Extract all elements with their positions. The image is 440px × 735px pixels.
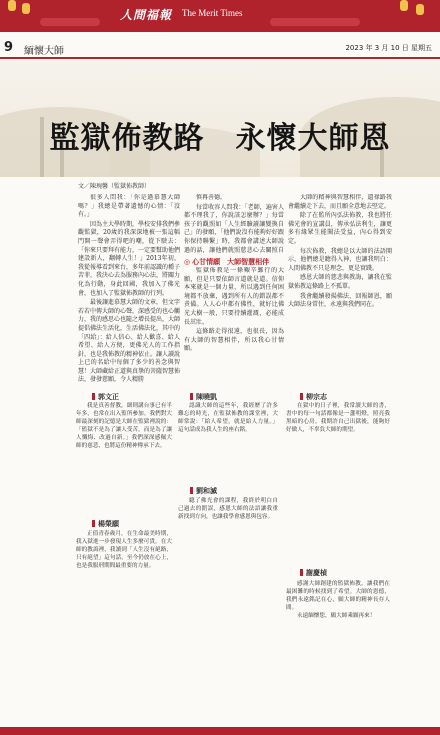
paragraph: 正值青春歲月，在生命最美時期，我入獄進一步發現人生多麼可貴。在大師的教誨裡，我讀到「人生沒有絕路，只有絕望」這句話，至今仍放在心上，也是我服刑期間最重要的力量。	[76, 531, 172, 569]
section-title: 緬懷大師	[24, 46, 64, 57]
masthead	[0, 0, 440, 32]
footer-bar	[0, 727, 440, 735]
note-text	[76, 402, 172, 512]
contributor-name: 陳曉凱	[190, 392, 217, 402]
article-column-1	[78, 194, 180, 384]
note-text	[286, 580, 390, 720]
paragraph: 在獄中的日子裡，我常讀大師的書，書中的每一句話都像是一盞明燈，照亮我黑暗的心房。我期許自己出獄後，能夠好好做人，不辜負大師的期望。	[286, 403, 390, 433]
article-column-2	[184, 194, 284, 254]
masthead-logo[interactable]: 人間福報	[120, 8, 173, 22]
contributor-name: 謝慶楨	[300, 568, 327, 578]
note-text	[76, 530, 172, 720]
headline: 監獄佈教路 永懷大師恩	[49, 121, 391, 156]
header-rule	[0, 57, 440, 59]
contributor-name: 楊榮願	[92, 519, 119, 529]
article-column-3	[288, 194, 392, 384]
paragraph: 感恩大師的慈悲與教誨，讓我在監獄佈教這條路上不孤單。	[288, 274, 392, 290]
folio-bar	[0, 40, 440, 57]
masthead-english: The Merit Times	[182, 8, 243, 18]
paragraph: 永遠緬懷您，願大師乘願再來！	[297, 613, 376, 619]
paragraph: 除了在監所內弘法佈教，我也將任佛光會的宣講員，傳承弘法利生，讓更多有緣眾生能聞法受益，內心得到安定。	[288, 212, 392, 245]
paragraph: 我會繼續發揚佛法，回報師恩，願大師法身常住，永遠與我們同在。	[288, 292, 392, 309]
lantern-icon	[400, 0, 408, 11]
issue-date: 2023 年 3 月 10 日 星期五	[345, 44, 432, 52]
paragraph: 我是真善督教，細則講台事已有半年多，也常在出入監所參加。我們對大師最深刻的記憶是大師在監獄裡說的：「監獄不是為了讓人受苦，而是為了讓人懺悔、改過自新。」我們深深感佩大師的慈悲，也將這份精神傳承下去。	[76, 403, 172, 449]
lantern-icon	[8, 0, 16, 11]
paragraph: 最後讓進慕慧大師的文章，但文字若若中傳大師的心聲，深感受的也心觸力，我的感思心也隨之增長提出，大師提倡佛法生活化，生活佛法化，其中的「四給」：給人信心、給人歡喜、給人希望、給人方便，更佛光人的工作指針，也是我佈教的精神依止。讓人讀說上已的名給中每個了多少的善念與智慧！大師藏給正道與真摯的菩薩智慧佈法，發發慈願，令人精勝	[78, 299, 180, 384]
subheading: ◎ 心甘情願 大師智慧相伴	[184, 257, 269, 267]
article-column-2b	[184, 267, 284, 383]
paragraph: 認識大師的這些年，我經歷了許多難忘的時光，在監獄佈教的課堂裡，大師常說：「給人希望，就是給人力量。」這句話成為我人生的座右銘。	[178, 403, 278, 433]
contributor-name: 郭文正	[92, 392, 119, 402]
paragraph: 每當收容人問我：「老師，遍害人都不理我了，你說該怎麼辦？」每當孩子的觀照如「人生經驗讀讓變換自己」的發願，「他們說沒有能夠好好跟你保持聯繫」時，我都會講述大師說過的話，讓他們就照慈悲心去關照自	[184, 203, 284, 254]
paragraph: 感謝大師創建的監獄佈教，讓我們在最困難的時候找到了希望。大師的恩德，我們永遠銘記在心，願大師的精神長存人間。	[286, 581, 390, 611]
contributor-name: 劉和滅	[190, 486, 217, 496]
paragraph: 很多人問我：「你是過慕慧大師嗎？」我總是帶著遺憾的心情：「沒有。」	[78, 194, 180, 219]
paragraph: 聽了佛光會的課程，我終於明白自己過去的錯誤，感恩大師的法語讓我重新找到方向，也讓我學會感恩與包容。	[178, 498, 278, 520]
contributor-name: 柳宗志	[300, 392, 327, 402]
paragraph: 因為主大學時期，學校安排我們參觀監獄，20歲的我深深地被一張這幅門開一聲會弄得吧的嘲，從下駛去：「你來只要拜有能力，一定要幫助他們建設新人，翻轉人生！」2013年初，我從報導看到來台，多年前認識的種子苦菲，我決心去為服務內心法，將關力化為行動，身此回國，我加入了佛光會，也加入了監獄佈教師的行列。	[78, 220, 180, 297]
lantern-icon	[416, 4, 424, 15]
byline: 文／陳琬馨（監獄佈教師）	[78, 183, 151, 190]
paragraph: 大師的精神與智慧相伴，遺祿路我會繼續走下去，而且願全意地去堅定。	[288, 194, 392, 210]
note-text	[286, 402, 390, 562]
lantern-icon	[22, 3, 30, 14]
page-number: 9	[4, 40, 14, 55]
paragraph: 慎再善德。	[196, 194, 227, 201]
cloud-ornament	[270, 18, 360, 26]
paragraph: 這條路走得很遠，也很長，因為有大師的智慧相伴，所以我心甘情願。	[184, 328, 284, 353]
cloud-ornament	[40, 18, 100, 26]
note-text	[178, 402, 278, 482]
paragraph: 每次佈教，我總是以大師的法語開示，他們總是聽得入神，也讓我明白：人間佛教不只是理念，更是實踐。	[288, 247, 392, 272]
note-text	[178, 497, 278, 717]
paragraph: 監獄佈教是一條艱辛難行的大願，但是只要依師言道就是道。信仰本來就是一個力量，所以遇到任何困境都不放棄，遇到所有人的錯誤都不責備。人人心中都有佛性，就好比佛光大樹一般，只要持續灌溉，必能成長茁壯。	[184, 267, 284, 326]
